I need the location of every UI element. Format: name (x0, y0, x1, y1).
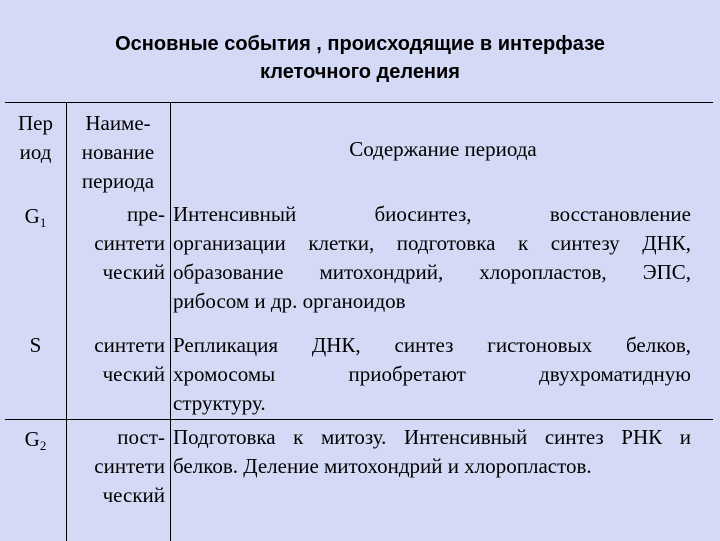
content-s: Репликация ДНК, синтез гистоновых белков, хромосомы приобретают двухроматидную структуру. (173, 333, 691, 415)
column-divider-2 (170, 103, 171, 541)
name-s: синтети ческий (94, 333, 165, 386)
header-content: Содержание периода (349, 137, 537, 161)
interphase-table (5, 102, 713, 541)
header-period: Пер иод (18, 111, 53, 164)
title-line-2: клеточного деления (260, 61, 460, 83)
period-s: S (29, 333, 42, 357)
content-g2: Подготовка к митозу. Интенсивный синтез РНК и белков. Деление митохондрий и хлоропластов. (173, 425, 691, 478)
period-g1: $G_1$ (24, 204, 47, 230)
title-line-1: Основные события , происходящие в интерфазе (115, 33, 605, 55)
content-g1: Интенсивный биосинтез, восстановление организации клетки, подготовка к синтезу ДНК, образование митохондрий, хлоропластов, ЭПС, рибосом и др. органоидов (173, 202, 691, 313)
name-g2: пост- синтети ческий (94, 425, 165, 507)
slide-title (0, 30, 720, 86)
name-g1: пре- синтети ческий (94, 202, 165, 284)
row-divider (5, 419, 713, 420)
header-name: Наиме- нование периода (81, 111, 155, 193)
period-g2: $G_2$ (24, 427, 47, 453)
